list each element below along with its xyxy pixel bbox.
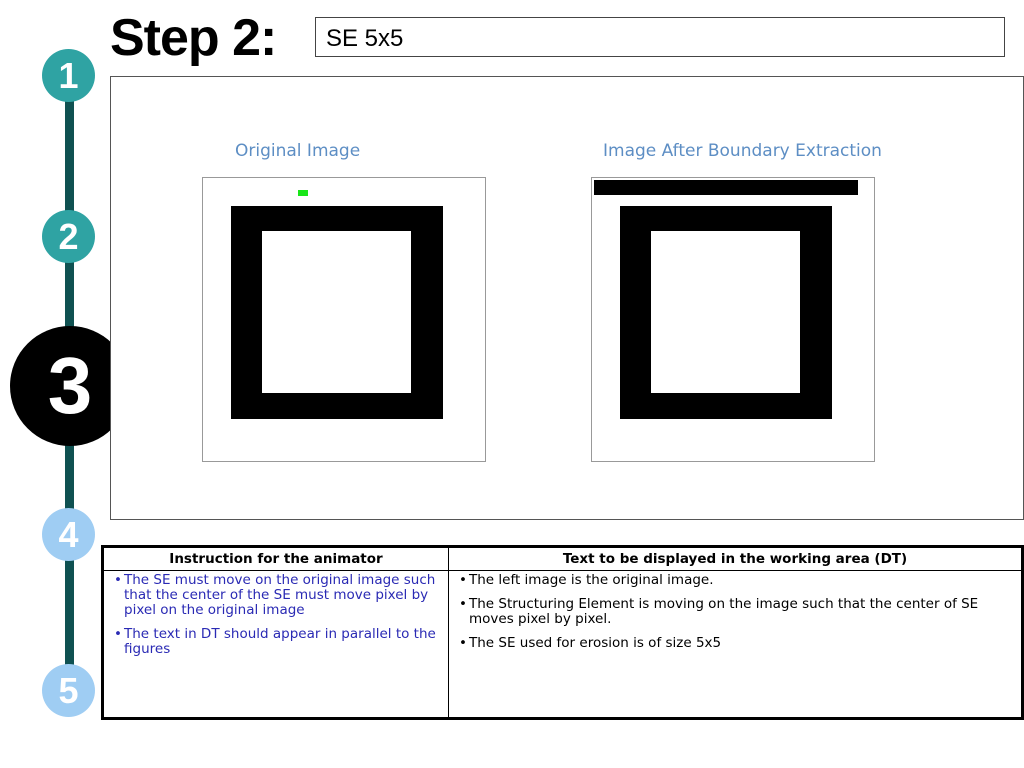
original-image-label: Original Image (235, 141, 361, 161)
step-2-button[interactable]: 2 (42, 210, 95, 263)
list-item: • The Structuring Element is moving on the image such that the center of SE moves pixel by pixel. (469, 597, 1015, 627)
instruction-table (101, 545, 1024, 720)
original-square-shape (231, 206, 443, 419)
list-item: • The text in DT should appear in parallel to the figures (124, 627, 442, 657)
display-text-header: Text to be displayed in the working area (DT) (449, 547, 1023, 571)
animator-instruction-cell (103, 571, 449, 719)
step-5-button[interactable]: 5 (42, 664, 95, 717)
boundary-image-label: Image After Boundary Extraction (603, 141, 882, 161)
step-3-button-active[interactable]: 3 (10, 326, 130, 446)
boundary-image-panel (591, 177, 875, 462)
boundary-square-hole (651, 231, 800, 393)
original-square-hole (262, 231, 411, 393)
working-area (110, 76, 1024, 520)
list-item: • The SE must move on the original image such that the center of the SE must move pixel by pixel on the original image (124, 573, 442, 618)
structuring-element-box: SE 5x5 (315, 17, 1005, 57)
list-item: • The SE used for erosion is of size 5x5 (469, 636, 1015, 651)
boundary-square-shape (620, 206, 832, 419)
step-4-button[interactable]: 4 (42, 508, 95, 561)
boundary-extraction-progress-bar (594, 180, 858, 195)
page-title: Step 2: (110, 9, 277, 67)
display-text-cell (449, 571, 1023, 719)
step-1-button[interactable]: 1 (42, 49, 95, 102)
animator-instruction-header: Instruction for the animator (103, 547, 449, 571)
original-image-panel (202, 177, 486, 462)
structuring-element-marker (298, 190, 308, 196)
list-item: • The left image is the original image. (469, 573, 1015, 588)
